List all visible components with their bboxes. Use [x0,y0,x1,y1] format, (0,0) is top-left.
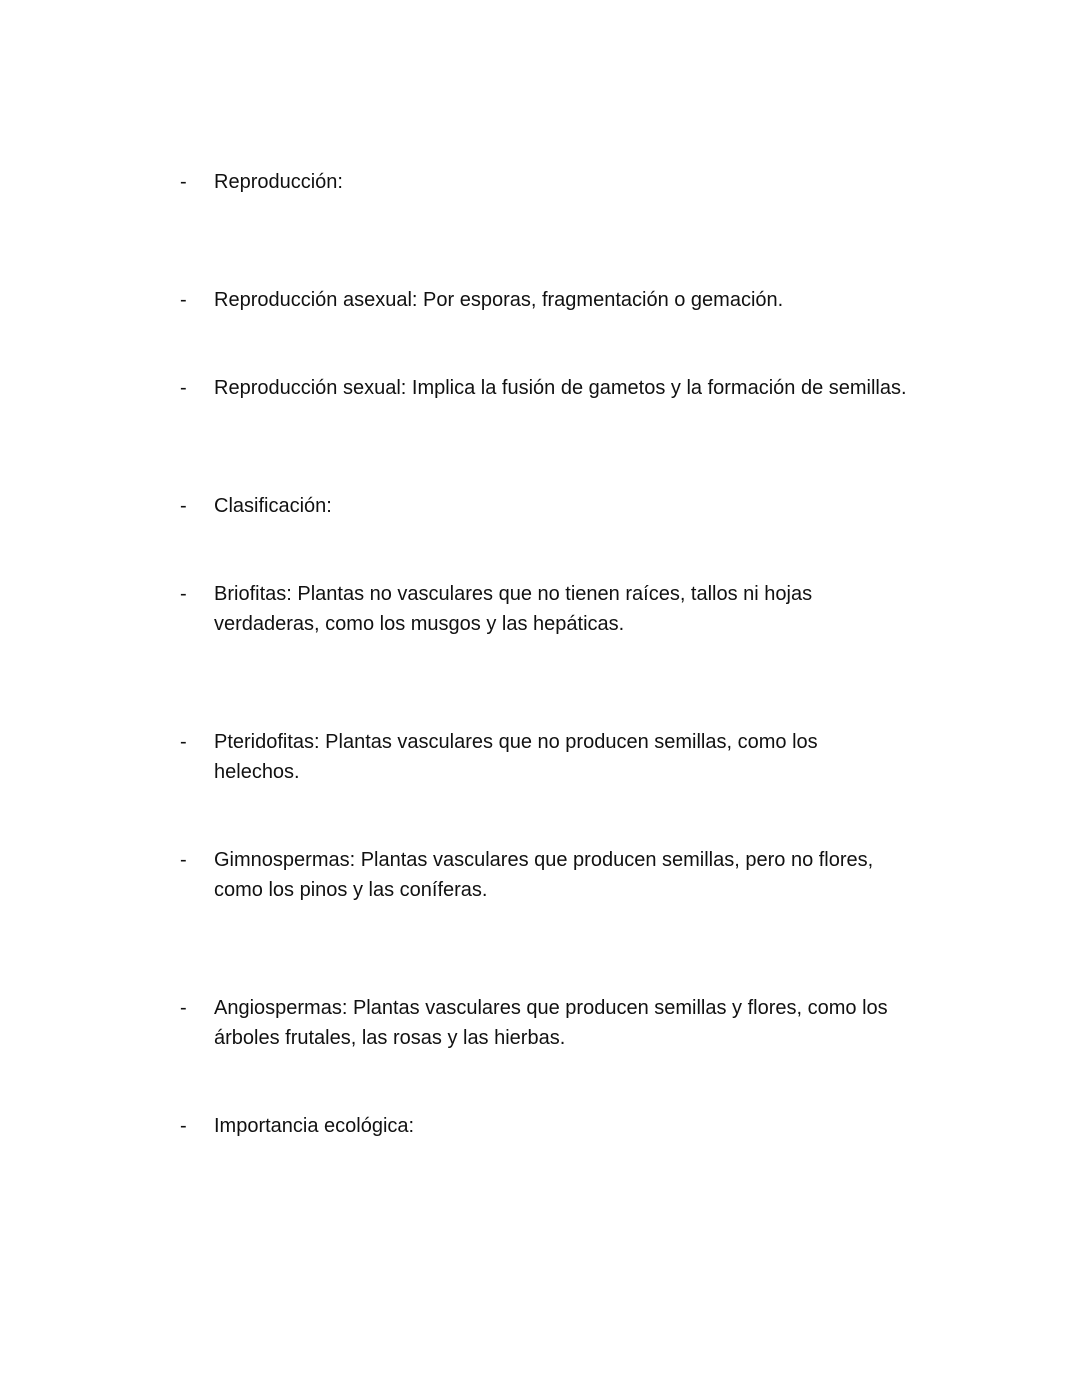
list-item-text: Reproducción sexual: Implica la fusión de gametos y la formación de semillas. [214,377,907,399]
bullet-dash: - [180,377,187,399]
list-item-pteridofitas [180,727,940,787]
bullet-dash: - [180,171,187,193]
bullet-dash: - [180,495,187,517]
list-item-text: Pteridofitas: Plantas vasculares que no producen semillas, como los helechos. [214,731,818,783]
list-item-gimnospermas [180,845,940,905]
bullet-dash: - [180,849,187,871]
list-item-text: Clasificación: [214,495,332,517]
list-item-text: Reproducción: [214,171,343,193]
list-item-text: Reproducción asexual: Por esporas, fragmentación o gemación. [214,289,784,311]
list-item-importancia-ecologica [180,1111,940,1141]
list-item-reproduccion-asexual [180,285,940,315]
list-item-text: Angiospermas: Plantas vasculares que producen semillas y flores, como los árboles frutales, las rosas y las hierbas. [214,997,888,1049]
bullet-dash: - [180,997,187,1019]
list-item-text: Briofitas: Plantas no vasculares que no tienen raíces, tallos ni hojas verdaderas, como los musgos y las hepáticas. [214,583,813,635]
bullet-dash: - [180,1115,187,1137]
bullet-dash: - [180,731,187,753]
list-item-text: Gimnospermas: Plantas vasculares que producen semillas, pero no flores, como los pinos y las coníferas. [214,849,874,901]
list-item-angiospermas [180,993,940,1053]
bullet-dash: - [180,289,187,311]
bullet-dash: - [180,583,187,605]
list-item-clasificacion [180,491,940,521]
list-item-reproduccion-sexual [180,373,940,403]
list-item-reproduccion [180,167,940,197]
list-item-text: Importancia ecológica: [214,1115,415,1137]
list-item-briofitas [180,579,940,639]
